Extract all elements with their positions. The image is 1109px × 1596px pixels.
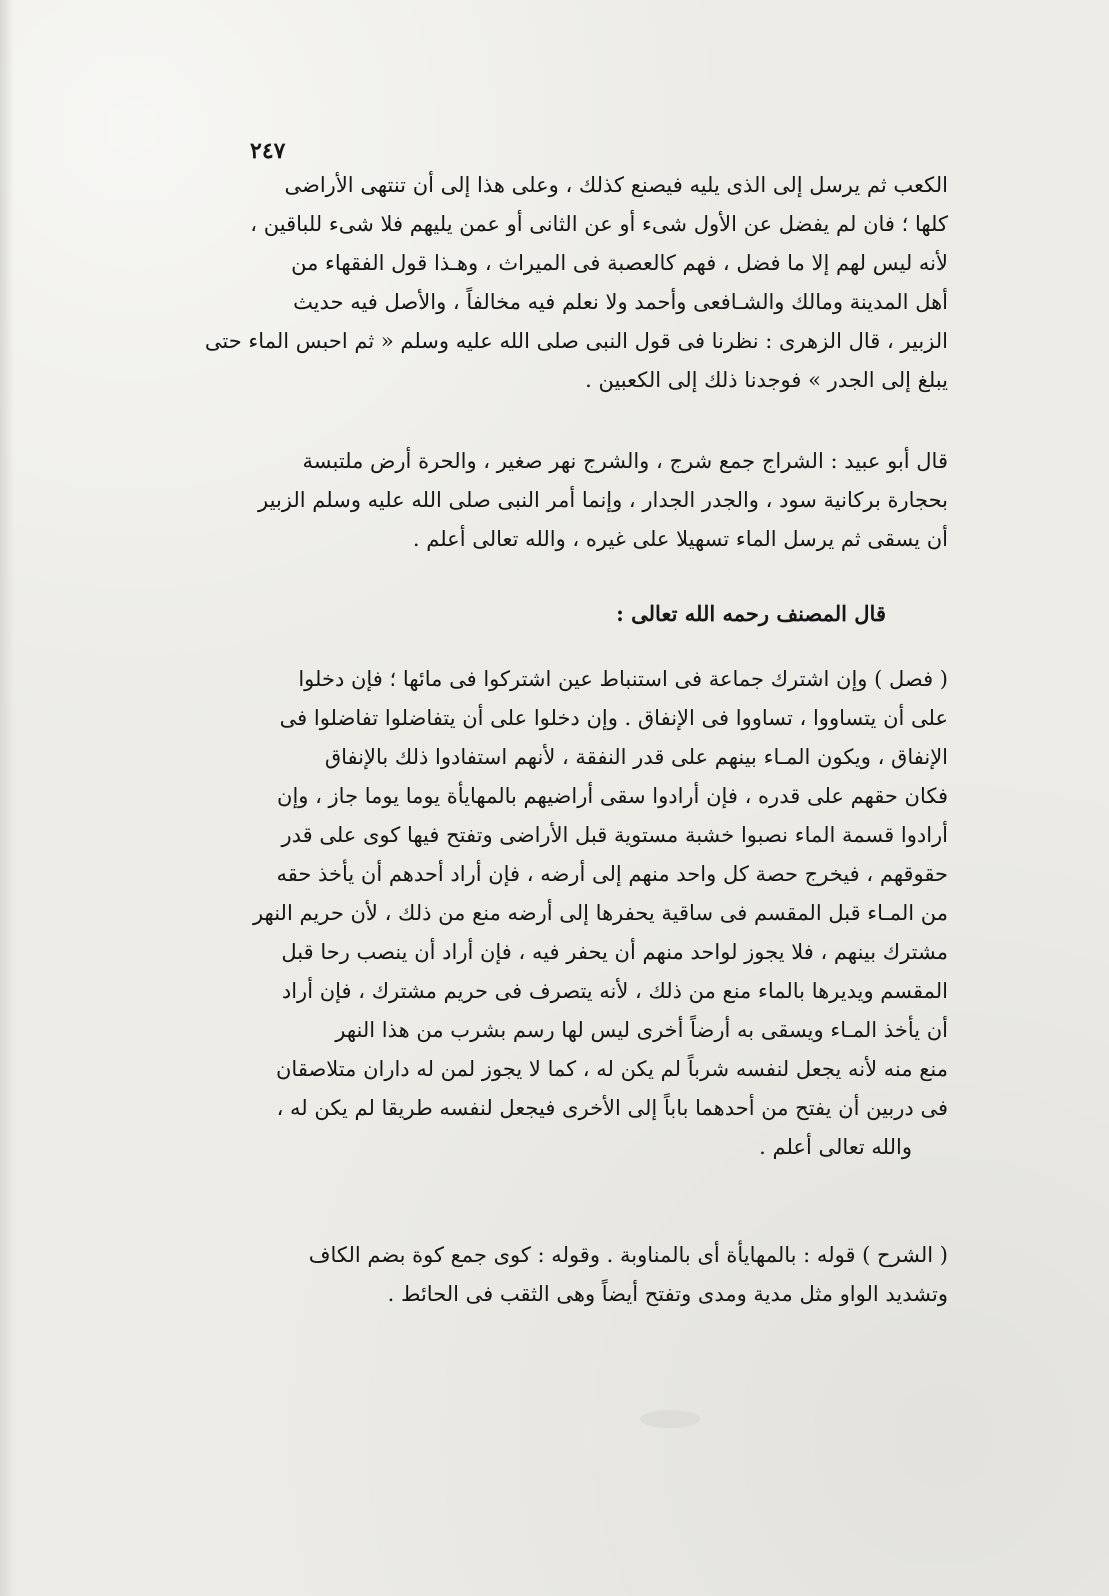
page-edge-shadow: [0, 0, 14, 1596]
paragraph-abu-ubaid: [200, 442, 948, 559]
text-line: أهل المدينة ومالك والشـافعى وأحمد ولا نعلم فيه مخالفاً ، والأصل فيه حديث: [293, 290, 948, 314]
text-line: المقسم ويديرها بالماء منع من ذلك ، لأنه يتصرف فى حريم مشترك ، فإن أراد: [281, 979, 948, 1003]
text-line: كلها ؛ فان لم يفضل عن الأول شىء أو عن الثانى أو عمن يليهم فلا شىء للباقين ،: [250, 212, 948, 236]
text-line: قال أبو عبيد : الشراج جمع شرج ، والشرج نهر صغير ، والحرة أرض ملتبسة: [302, 449, 948, 473]
paragraph-irrigation-order: [200, 166, 948, 400]
paragraph-fasl: [200, 660, 948, 1167]
text-line: والله تعالى أعلم .: [759, 1135, 912, 1159]
text-line: فكان حقهم على قدره ، فإن أرادوا سقى أراضيهم بالمهايأة يوما يوما جاز ، وإن: [277, 784, 948, 808]
text-line: بحجارة بركانية سود ، والجدر الجدار ، وإنما أمر النبى صلى الله عليه وسلم الزبير: [258, 488, 948, 512]
text-line: أن يسقى ثم يرسل الماء تسهيلا على غيره ، والله تعالى أعلم .: [412, 527, 948, 551]
text-line: ( الشرح ) قوله : بالمهايأة أى بالمناوبة . وقوله : كوى جمع كوة بضم الكاف: [308, 1243, 948, 1267]
text-line: مشترك بينهم ، فلا يجوز لواحد منهم أن يحفر فيه ، فإن أراد أن ينصب رحا قبل: [281, 940, 948, 964]
paper-stain: [640, 1410, 700, 1428]
text-line: الكعب ثم يرسل إلى الذى يليه فيصنع كذلك ، وعلى هذا إلى أن تنتهى الأراضى: [284, 173, 948, 197]
text-line: حقوقهم ، فيخرج حصة كل واحد منهم إلى أرضه ، فإن أراد أحدهم أن يأخذ حقه: [276, 862, 948, 886]
text-line: أرادوا قسمة الماء نصبوا خشبة مستوية قبل الأراضى وتفتح فيها كوى على قدر: [281, 823, 948, 847]
text-line: لأنه ليس لهم إلا ما فضل ، فهم كالعصبة فى الميراث ، وهـذا قول الفقهاء من: [291, 251, 948, 275]
text-line: منع منه لأنه يجعل لنفسه شرباً لم يكن له ، كما لا يجوز لمن له داران متلاصقان: [276, 1057, 948, 1081]
text-line: الزبير ، قال الزهرى : نظرنا فى قول النبى صلى الله عليه وسلم « ثم احبس الماء حتى: [204, 329, 948, 353]
text-line: الإنفاق ، ويكون المـاء بينهم على قدر النفقة ، لأنهم استفادوا ذلك بالإنفاق: [324, 745, 948, 769]
section-heading: قال المصنف رحمه الله تعالى :: [616, 601, 886, 626]
text-line: يبلغ إلى الجدر » فوجدنا ذلك إلى الكعبين .: [585, 368, 948, 392]
text-line: فى دربين أن يفتح من أحدهما باباً إلى الأخرى فيجعل لنفسه طريقا لم يكن له ،: [276, 1096, 948, 1120]
text-line: على أن يتساووا ، تساووا فى الإنفاق . وإن دخلوا على أن يتفاضلوا تفاضلوا فى: [279, 706, 948, 730]
text-line: من المـاء قبل المقسم فى ساقية يحفرها إلى أرضه منع من ذلك ، لأن حريم النهر: [252, 901, 948, 925]
page-number: ٢٤٧: [250, 138, 286, 164]
text-line: وتشديد الواو مثل مدية ومدى وتفتح أيضاً وهى الثقب فى الحائط .: [387, 1282, 948, 1306]
text-line: ( فصل ) وإن اشترك جماعة فى استنباط عين اشتركوا فى مائها ؛ فإن دخلوا: [298, 667, 948, 691]
paragraph-sharh: [200, 1236, 948, 1314]
text-line: أن يأخذ المـاء ويسقى به أرضاً أخرى ليس لها رسم بشرب من هذا النهر: [335, 1018, 948, 1042]
